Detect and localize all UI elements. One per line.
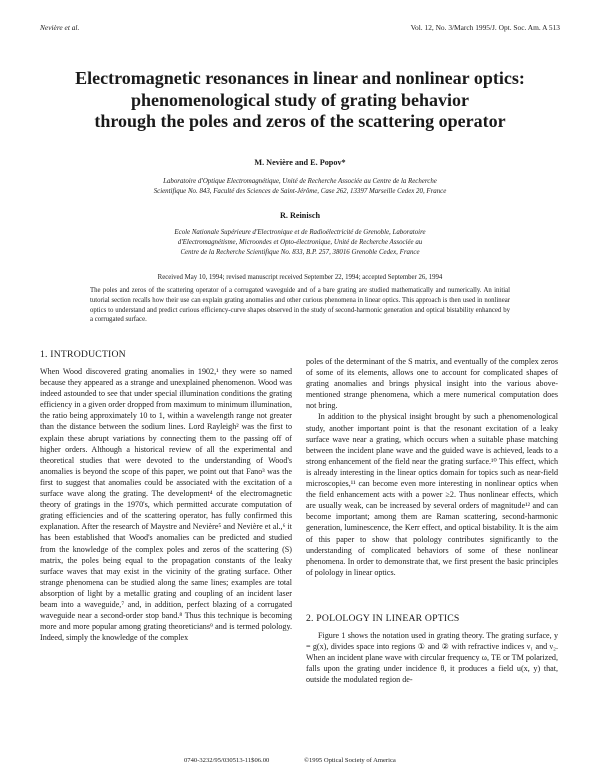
author-affiliation: Laboratoire d'Optique Electromagnétique, Unité de Recherche Associée au Centre de la Recherche Scientifique No. 843, Faculté des Sciences de Saint-Jérôme, Case 262, 13397 Marseille Cedex 20, France bbox=[153, 178, 447, 195]
author-list: M. Nevière and E. Popov* bbox=[254, 158, 346, 167]
paragraph: Figure 1 shows the notation used in grating theory. The grating surface, y = g(x), divides space into regions ① and ② with refractive indices ν₁ and ν₂. When an incident plane wave with circular frequency ω, TE or TM polarized, falls upon the grating under incidence θ, it produces a field u(x, y) that, outside the modulated region de- bbox=[306, 631, 558, 685]
copyright-code: 0740-3232/95/030513-11$06.00 bbox=[184, 757, 270, 764]
copyright-notice: ©1995 Optical Society of America bbox=[304, 757, 396, 764]
abstract: The poles and zeros of the scattering operator of a corrugated waveguide and of a bare grating are studied mathematically and numerically. An initial tutorial section recalls how their use can explain grating anomalies and other curious phenomena in linear optics. This approach is then used in nonlinear optics to understand and predict curious efficiency-curve shapes observed in the study of second-harmonic generation and optical bistability enhanced by a corrugated surface. bbox=[90, 287, 510, 324]
section-heading: 1. INTRODUCTION bbox=[40, 349, 126, 360]
section-heading: 2. POLOLOGY IN LINEAR OPTICS bbox=[306, 613, 460, 624]
title-line: Electromagnetic resonances in linear and nonlinear optics: bbox=[75, 68, 525, 88]
right-column bbox=[306, 356, 558, 578]
right-column bbox=[306, 630, 558, 685]
paper-title bbox=[30, 68, 570, 133]
running-header-journal: Vol. 12, No. 3/March 1995/J. Opt. Soc. Am. A 513 bbox=[410, 23, 560, 32]
paragraph: When Wood discovered grating anomalies in 1902,¹ they were so named because they appeared as a strange and unexplained phenomenon. Wood was indeed astounded to see that under special illumination conditions the grating efficiency in a given order dropped from maximum to minimum illumination, the ratio being approximately 10 to 1, within a wavelength range not greater than the distance between the sodium lines. Lord Rayleigh² was the first to explain these abrupt variations by connecting them to the passing off of higher orders. Although a historical review of all the experimental and theoretical studies that were devoted to the understanding of Wood's anomalies is beyond the scope of this paper, we point out that Fano³ was the first to suggest that anomalies could be associated with the excitation of a surface wave along the grating. The development⁴ of the electromagnetic theory of gratings in the 1970's, which permitted accurate computation of grating efficiencies and of the scattering operator, has fully confirmed this explanation. After the research of Maystre and Nevière⁵ and Nevière et al.,⁶ it has been established that Wood's anomalies can be predicted and studied from the knowledge of the complex poles and zeros of the scattering (S) matrix, the poles being equal to the propagation constants of the leaky surface waves that may exist in the vicinity of the grating surface. Other strange phenomena can be studied along the same lines; examples are total absorption of light by a metallic grating and coupling of an incident laser beam into a waveguide,⁷ and, in addition, perfect blazing of a corrugated waveguide near a second-order stop band.⁸ Thus this technique is becoming more and more popular among grating theoreticians⁹ and is termed polology. Indeed, simply the knowledge of the complex bbox=[40, 367, 292, 643]
running-header-authors: Nevière et al. bbox=[40, 23, 80, 32]
title-line: through the poles and zeros of the scattering operator bbox=[94, 111, 506, 131]
title-line: phenomenological study of grating behavior bbox=[130, 89, 470, 110]
author-affiliation: Ecole Nationale Supérieure d'Electronique et de Radioélectricité de Grenoble, Laboratoire d'Electromagnétisme, Microondes et Opto-électronique, Unité de Recherche Associée au Centre de la Recherche Scientifique No. 833, B.P. 257, 38016 Grenoble Cedex, France bbox=[174, 229, 426, 256]
left-column bbox=[40, 366, 292, 643]
paragraph: poles of the determinant of the S matrix, and eventually of the complex zeros of some of its elements, allows one to account for complicated shapes of grating anomalies and brings physical insight into the various above-mentioned strange phenomena, which a mere numerical computation does not bring. bbox=[306, 357, 558, 411]
received-dates: Received May 10, 1994; revised manuscript received September 22, 1994; accepted September 26, 1994 bbox=[157, 274, 443, 281]
paragraph: In addition to the physical insight brought by such a phenomenological study, another important point is that the resonant excitation of a leaky surface wave near a grating, which occurs when a suitable phase matching between the incident plane wave and the guided wave is achieved, leads to a strong enhancement of the field near the grating surface.¹⁰ This effect, which is already interesting in the linear optics domain for topics such as near-field microscopies,¹¹ can become even more interesting in nonlinear optics when the field enhancement acts with a power ≥2. Thus nonlinear effects, which are usually weak, can be increased by several orders of magnitude¹² and can become important; among them are Raman scattering, second-harmonic generation, luminescence, the Kerr effect, and optical bistability. It is the aim of this paper to show that polology contributes significantly to the understanding of complicated behaviors of some of these nonlinear phenomena. In order to demonstrate that, we first present the basic principles of polology in linear optics. bbox=[306, 412, 558, 577]
author-list: R. Reinisch bbox=[279, 211, 321, 220]
